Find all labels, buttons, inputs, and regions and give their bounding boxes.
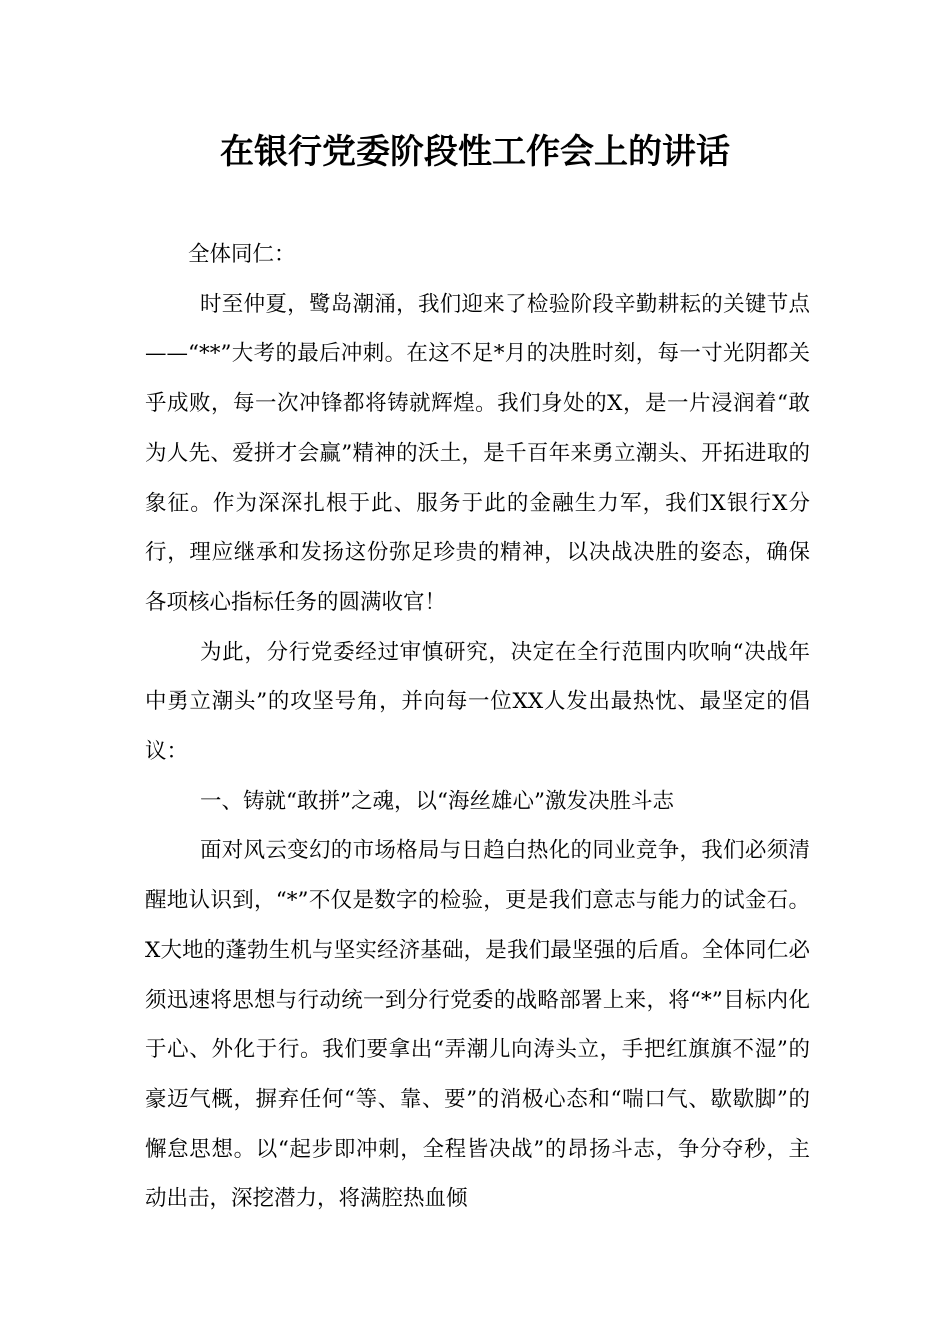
document-body	[145, 230, 810, 1224]
section-paragraph: 面对风云变幻的市场格局与日趋白热化的同业竞争，我们必须清醒地认识到，“*”不仅是数字的检验，更是我们意志与能力的试金石。X大地的蓬勃生机与坚实经济基础，是我们最坚强的后盾。全体同仁必须迅速将思想与行动统一到分行党委的战略部署上来，将“*”目标内化于心、外化于行。我们要拿出“弄潮儿向涛头立，手把红旗旗不湿”的豪迈气概，摒弃任何“等、靠、要”的消极心态和“喘口气、歇歇脚”的懈怠思想。以“起步即冲刺，全程皆决战”的昂扬斗志，争分夺秒，主动出击，深挖潜力，将满腔热血倾	[145, 838, 810, 1212]
paragraph-opening: 时至仲夏，鹭岛潮涌，我们迎来了检验阶段辛勤耕耘的关键节点——“**”大考的最后冲刺。在这不足*月的决胜时刻，每一寸光阴都关乎成败，每一次冲锋都将铸就辉煌。我们身处的X，是一片浸润着“敢为人先、爱拼才会赢”精神的沃土，是千百年来勇立潮头、开拓进取的象征。作为深深扎根于此、服务于此的金融生力军，我们X银行X分行，理应继承和发扬这份弥足珍贵的精神，以决战决胜的姿态，确保各项核心指标任务的圆满收官！	[145, 291, 810, 615]
salutation: 全体同仁：	[188, 242, 296, 267]
paragraph-proposal: 为此，分行党委经过审慎研究，决定在全行范围内吹响“决战年中勇立潮头”的攻坚号角，并向每一位XX人发出最热忱、最坚定的倡议：	[145, 639, 810, 765]
section-heading: 一、铸就“敢拼”之魂，以“海丝雄心”激发决胜斗志	[200, 788, 674, 814]
document-title: 在银行党委阶段性工作会上的讲话	[220, 132, 730, 172]
